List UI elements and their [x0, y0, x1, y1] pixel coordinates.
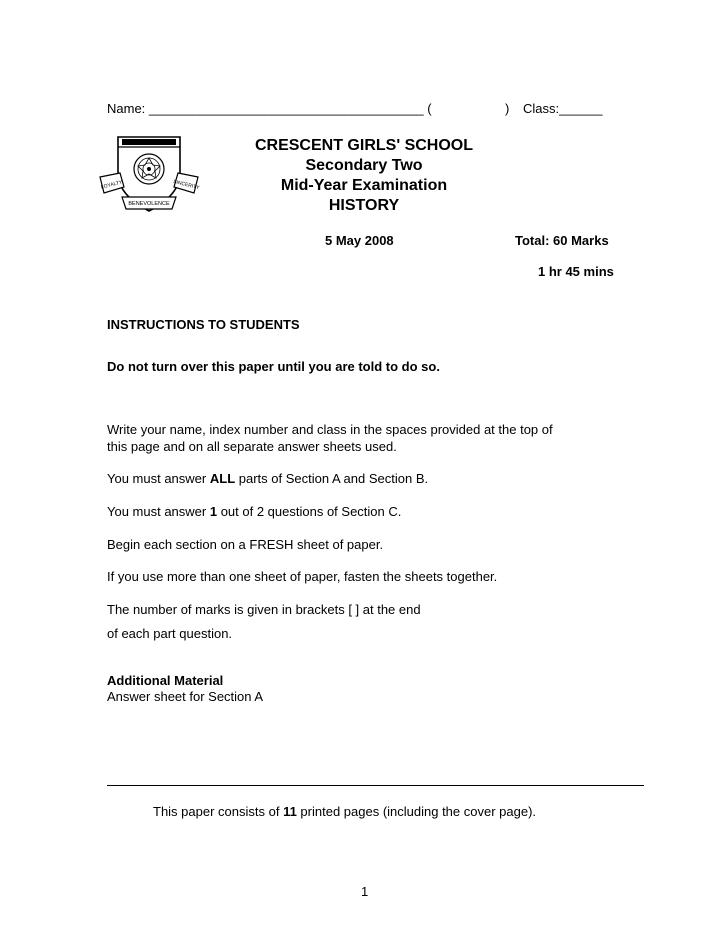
name-blank: ______________________________________	[148, 101, 424, 116]
instruction-3-bold: 1	[209, 504, 218, 519]
instruction-6-line-2: of each part question.	[107, 626, 233, 641]
instruction-3	[107, 503, 401, 520]
school-name: CRESCENT GIRLS' SCHOOL	[254, 137, 474, 154]
instruction-2-post: parts of Section A and Section B.	[235, 471, 429, 486]
instruction-6-line-1: The number of marks is given in brackets [ ] at the end	[107, 602, 421, 617]
class-blank: ______	[559, 101, 603, 116]
instruction-1-line-1: Write your name, index number and class in the spaces provided at the top of	[107, 422, 553, 437]
instruction-4: Begin each section on a FRESH sheet of paper.	[107, 537, 384, 552]
crest-left-banner: LOYALTY	[100, 179, 124, 191]
instruction-5: If you use more than one sheet of paper, fasten the sheets together.	[107, 569, 498, 584]
close-paren: )	[505, 101, 510, 116]
page-number: 1	[361, 884, 369, 899]
instruction-2-bold: ALL	[209, 471, 236, 486]
page-count-pre: This paper consists of	[153, 804, 284, 819]
crest-bottom-banner: BENEVOLENCE	[128, 201, 170, 207]
class-row	[505, 101, 602, 117]
class-label: Class:	[522, 101, 560, 116]
duration: 1 hr 45 mins	[538, 264, 614, 279]
additional-heading: Additional Material	[107, 673, 224, 688]
page-count-note	[153, 804, 536, 820]
instruction-1-line-2: this page and on all separate answer sheets used.	[107, 439, 397, 454]
instruction-3-pre: You must answer	[107, 504, 210, 519]
name-label: Name:	[107, 101, 146, 116]
total-marks: Total: 60 Marks	[515, 233, 609, 248]
additional-item: Answer sheet for Section A	[107, 689, 264, 704]
instruction-2-pre: You must answer	[107, 471, 210, 486]
open-paren: (	[427, 101, 432, 116]
page-count-number: 11	[283, 804, 297, 819]
divider-rule	[107, 785, 644, 786]
subject: HISTORY	[328, 197, 400, 214]
instruction-3-post: out of 2 questions of Section C.	[217, 504, 402, 519]
name-row	[107, 101, 432, 117]
exam-date: 5 May 2008	[325, 233, 394, 248]
exam-name: Mid-Year Examination	[280, 177, 448, 194]
crest-right-banner: SINCERITY	[172, 178, 200, 192]
level: Secondary Two	[305, 157, 423, 174]
school-crest-icon	[98, 133, 200, 219]
instructions-warning: Do not turn over this paper until you are told to do so.	[107, 359, 440, 374]
instructions-heading: INSTRUCTIONS TO STUDENTS	[107, 317, 300, 332]
instruction-2	[107, 470, 428, 487]
page-count-post: printed pages (including the cover page).	[296, 804, 537, 819]
